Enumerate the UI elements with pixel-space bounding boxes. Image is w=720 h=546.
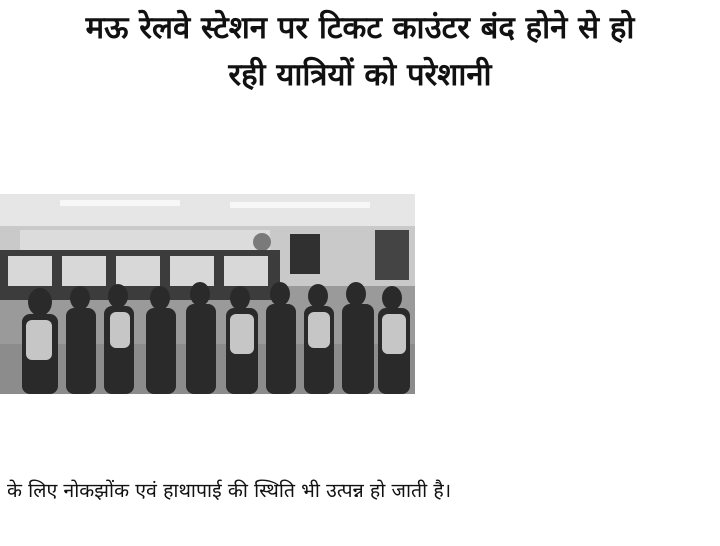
article-line-2 — [7, 144, 713, 172]
headline-line-1: मऊ रेलवे स्टेशन पर टिकट काउंटर बंद होने से हो — [85, 10, 635, 46]
article-line-1 — [7, 113, 713, 141]
article-line-3 — [428, 182, 714, 210]
article-line-6 — [428, 279, 714, 307]
article-line-11 — [7, 444, 713, 472]
photo-crowd-at-ticket-counter — [0, 194, 415, 394]
article-line-7 — [428, 312, 714, 340]
article-line-10 — [7, 411, 713, 439]
photo-illustration — [0, 194, 415, 394]
article-line-12: के लिए नोकझोंक एवं हाथापाई की स्थिति भी उत्पन्न हो जाती है। — [7, 479, 452, 502]
article-line-8 — [428, 344, 714, 372]
article-line-5 — [428, 247, 714, 275]
article-line-4 — [428, 214, 714, 242]
article-line-9 — [428, 377, 714, 405]
headline-line-2: रही यात्रियों को परेशानी — [228, 57, 492, 93]
